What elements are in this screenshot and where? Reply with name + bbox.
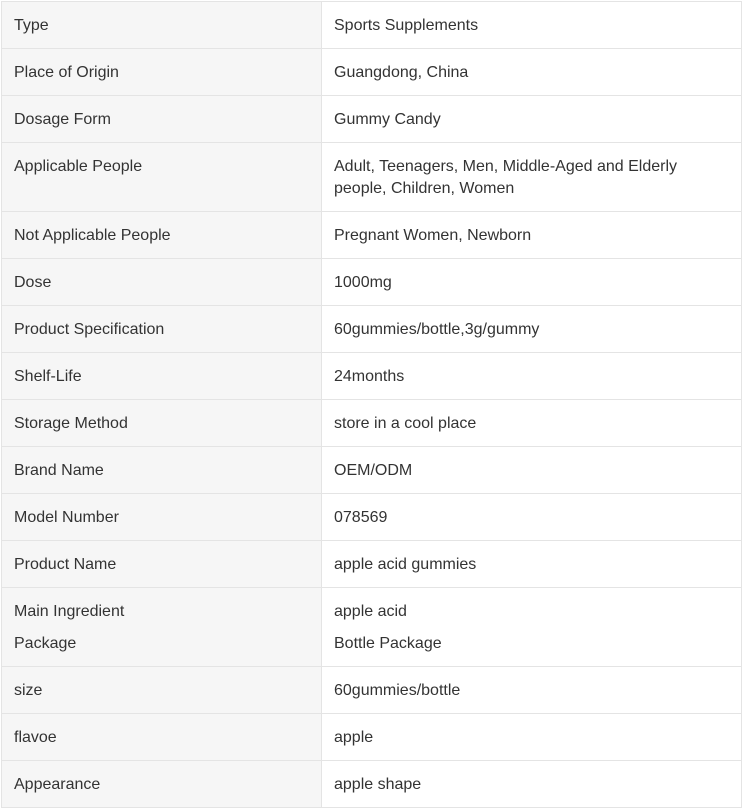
table-row <box>2 96 742 143</box>
row-label: Dosage Form <box>2 96 322 143</box>
table-row <box>2 447 742 494</box>
row-value: store in a cool place <box>322 400 742 447</box>
table-row <box>2 259 742 306</box>
table-row <box>2 212 742 259</box>
row-value: Pregnant Women, Newborn <box>322 212 742 259</box>
row-value: apple shape <box>322 761 742 808</box>
row-label: Dose <box>2 259 322 306</box>
row-value: 078569 <box>322 494 742 541</box>
row-value: Sports Supplements <box>322 2 742 49</box>
row-label: Appearance <box>2 761 322 808</box>
row-label: Product Specification <box>2 306 322 353</box>
row-label-secondary: Package <box>14 635 77 652</box>
row-value: 60gummies/bottle <box>322 667 742 714</box>
row-label: Brand Name <box>2 447 322 494</box>
table-row <box>2 306 742 353</box>
row-value: 60gummies/bottle,3g/gummy <box>322 306 742 353</box>
row-label: Product Name <box>2 541 322 588</box>
row-value: apple <box>322 714 742 761</box>
row-value: 1000mg <box>322 259 742 306</box>
table-row <box>2 494 742 541</box>
table-row <box>2 714 742 761</box>
row-label: Shelf-Life <box>2 353 322 400</box>
row-label: Place of Origin <box>2 49 322 96</box>
row-label: Applicable People <box>2 143 322 212</box>
row-value-secondary: Bottle Package <box>334 635 442 652</box>
row-value: apple acid <box>334 603 407 620</box>
table-row <box>2 761 742 808</box>
row-label: Main Ingredient <box>14 603 125 620</box>
table-row <box>2 400 742 447</box>
table-row <box>2 588 742 667</box>
row-value-cell <box>322 588 742 667</box>
table-row <box>2 667 742 714</box>
table-row <box>2 541 742 588</box>
row-value: Guangdong, China <box>322 49 742 96</box>
row-label: Model Number <box>2 494 322 541</box>
row-value: Adult, Teenagers, Men, Middle-Aged and Elderly people, Children, Women <box>322 143 742 212</box>
row-value: Gummy Candy <box>322 96 742 143</box>
row-value: 24months <box>322 353 742 400</box>
row-value: OEM/ODM <box>322 447 742 494</box>
table-row <box>2 353 742 400</box>
row-label-cell <box>2 588 322 667</box>
row-label: Type <box>2 2 322 49</box>
row-label: size <box>2 667 322 714</box>
row-label: Storage Method <box>2 400 322 447</box>
row-value: apple acid gummies <box>322 541 742 588</box>
row-label: Not Applicable People <box>2 212 322 259</box>
table-row <box>2 143 742 212</box>
table-row <box>2 2 742 49</box>
table-row <box>2 49 742 96</box>
product-spec-table <box>1 1 742 808</box>
row-label: flavoe <box>2 714 322 761</box>
